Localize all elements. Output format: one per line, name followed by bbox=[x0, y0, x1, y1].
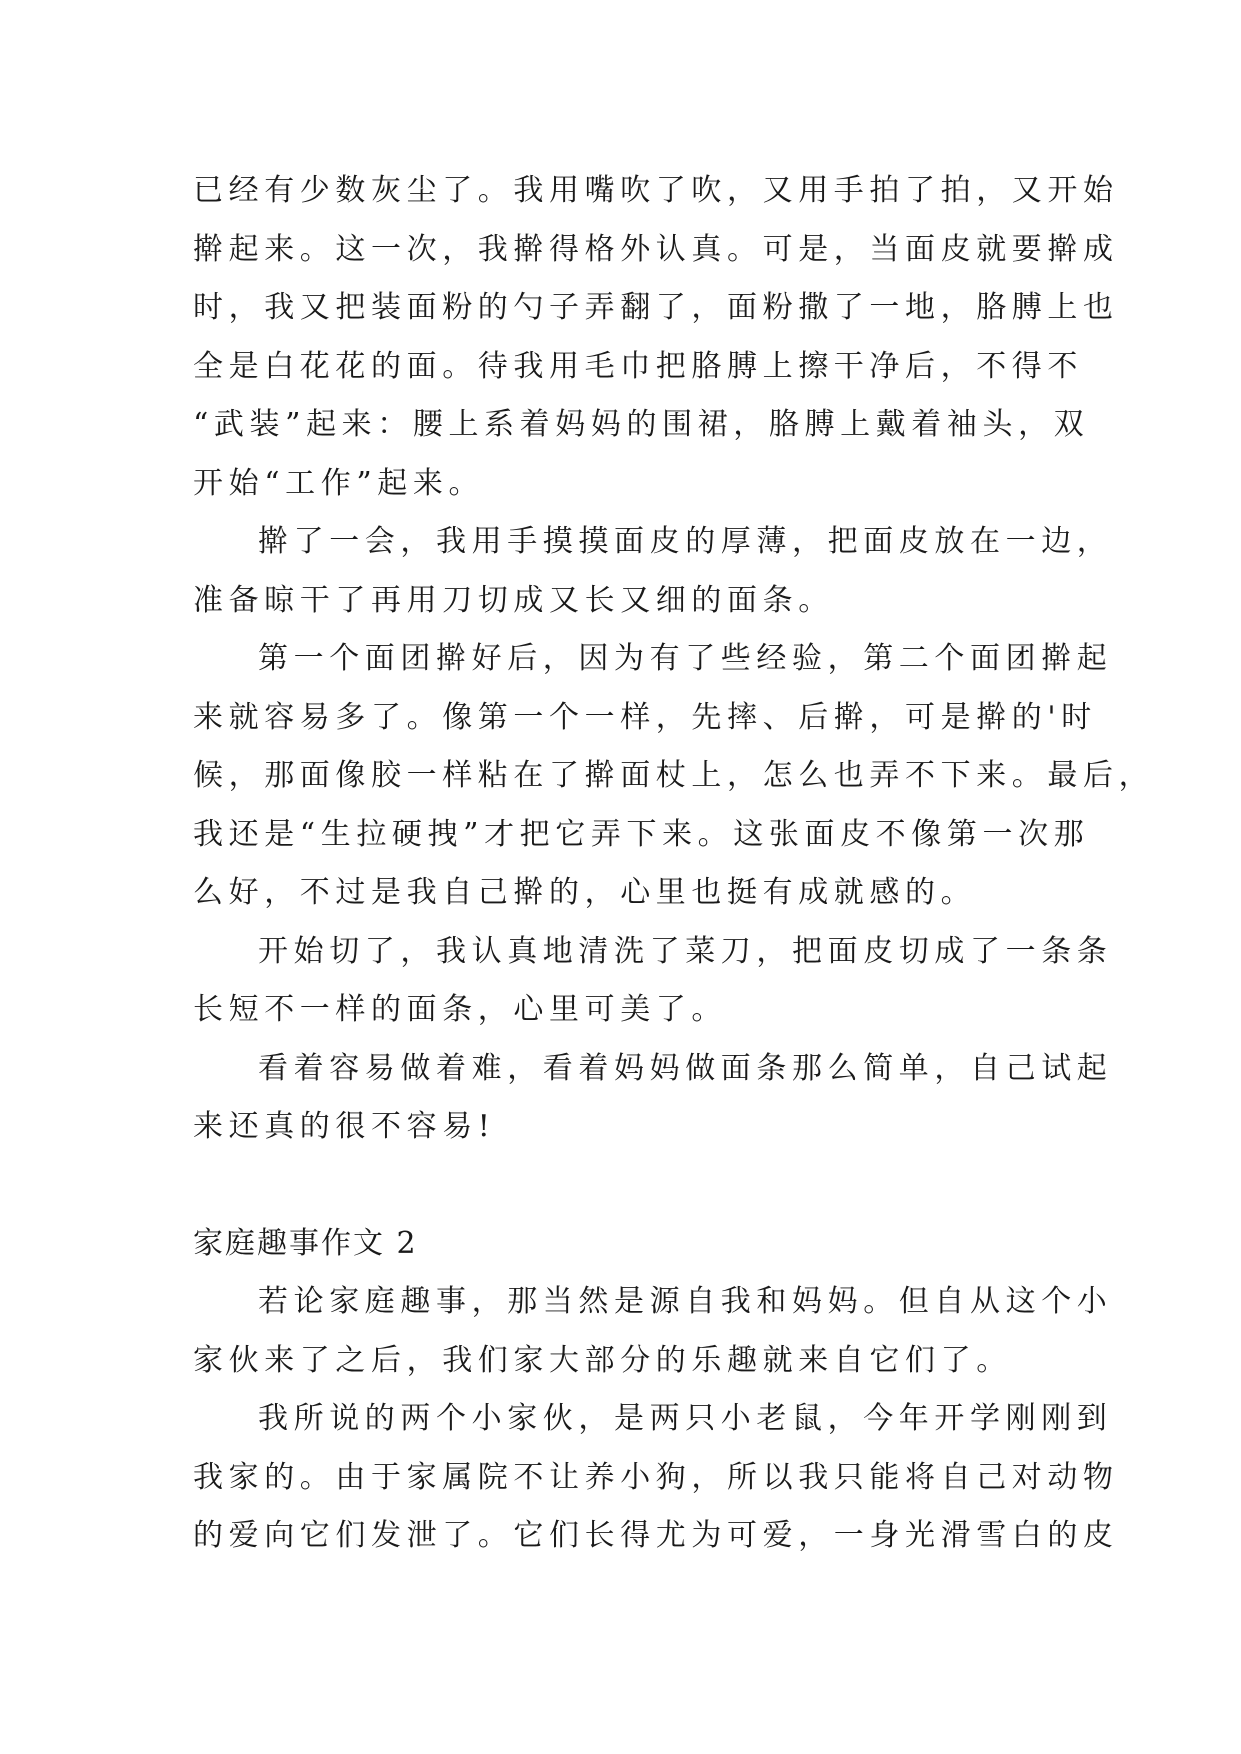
document-page bbox=[193, 162, 1155, 1566]
paragraph bbox=[193, 1273, 1113, 1390]
text-line: 的爱向它们发泄了。它们长得尤为可爱，一身光滑雪白的皮 bbox=[193, 1518, 1119, 1553]
text-line: 准备晾干了再用刀切成又长又细的面条。 bbox=[193, 582, 834, 618]
text-line: 开始切了，我认真地清洗了菜刀，把面皮切成了一条条 bbox=[258, 933, 1113, 969]
text-line: 我还是“生拉硬拽”才把它弄下来。这张面皮不像第一次那 bbox=[193, 816, 1090, 852]
text-line: 么好，不过是我自己擀的，心里也挺有成就感的。 bbox=[193, 875, 977, 910]
text-line: 来还真的很不容易! bbox=[193, 1109, 496, 1144]
paragraph bbox=[193, 630, 1155, 923]
paragraph bbox=[193, 1390, 1119, 1566]
paragraph bbox=[193, 923, 1113, 1040]
text-line: 看着容易做着难，看着妈妈做面条那么简单，自己试起 bbox=[258, 1050, 1113, 1086]
text-line: 若论家庭趣事，那当然是源自我和妈妈。但自从这个小 bbox=[258, 1284, 1113, 1319]
text-line: 第一个面团擀好后，因为有了些经验，第二个面团擀起 bbox=[258, 641, 1113, 676]
text-line: 来就容易多了。像第一个一样，先摔、后擀，可是擀的'时 bbox=[193, 699, 1097, 735]
text-line: 已经有少数灰尘了。我用嘴吹了吹，又用手拍了拍，又开始 bbox=[193, 173, 1119, 208]
text-line: 候，那面像胶一样粘在了擀面杖上，怎么也弄不下来。最后， bbox=[193, 758, 1155, 793]
text-line: 时，我又把装面粉的勺子弄翻了，面粉撒了一地，胳膊上也 bbox=[193, 290, 1119, 325]
paragraph-continued bbox=[193, 162, 1119, 513]
paragraph bbox=[193, 1040, 1113, 1157]
text-line: “武装”起来：腰上系着妈妈的围裙，胳膊上戴着袖头，双 bbox=[193, 407, 1090, 442]
text-line: 擀了一会，我用手摸摸面皮的厚薄，把面皮放在一边， bbox=[258, 524, 1113, 559]
paragraph bbox=[193, 513, 1113, 630]
text-line: 我家的。由于家属院不让养小狗，所以我只能将自己对动物 bbox=[193, 1459, 1119, 1495]
text-line: 我所说的两个小家伙，是两只小老鼠，今年开学刚刚到 bbox=[258, 1401, 1113, 1436]
text-line: 擀起来。这一次，我擀得格外认真。可是，当面皮就要擀成 bbox=[193, 231, 1119, 267]
text-line: 全是白花花的面。待我用毛巾把胳膊上擦干净后，不得不 bbox=[193, 348, 1083, 384]
text-line: 开始“工作”起来。 bbox=[193, 465, 485, 501]
section-title: 家庭趣事作文 2 bbox=[193, 1225, 418, 1261]
section-spacer bbox=[193, 1157, 1053, 1215]
text-line: 长短不一样的面条，心里可美了。 bbox=[193, 992, 727, 1027]
text-line: 家伙来了之后，我们家大部分的乐趣就来自它们了。 bbox=[193, 1342, 1012, 1378]
